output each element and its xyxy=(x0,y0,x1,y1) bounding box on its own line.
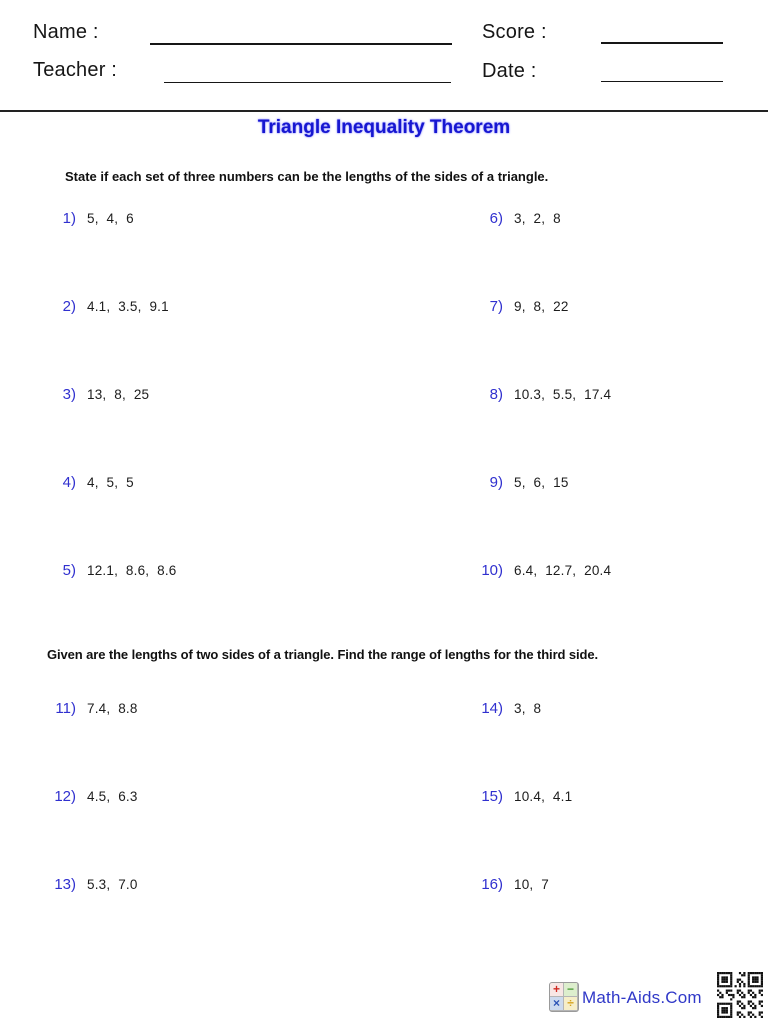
problem-values: 3, 8 xyxy=(514,701,542,716)
name-blank-line xyxy=(150,43,452,45)
problem-values: 13, 8, 25 xyxy=(87,387,150,402)
problem-values: 4.5, 6.3 xyxy=(87,789,138,804)
problem-number: 7) xyxy=(489,298,503,315)
problem-values: 10, 7 xyxy=(514,877,549,892)
section2-instruction: Given are the lengths of two sides of a triangle. Find the range of lengths for the third side. xyxy=(47,647,599,662)
problem-number: 2) xyxy=(62,298,76,315)
name-label: Name : xyxy=(33,21,99,43)
problem-values: 9, 8, 22 xyxy=(514,299,569,314)
problem-number: 4) xyxy=(62,474,76,491)
problem-number: 10) xyxy=(481,562,503,579)
problem-8 xyxy=(455,387,611,402)
problem-14 xyxy=(455,701,541,716)
problem-values: 7.4, 8.8 xyxy=(87,701,138,716)
date-label: Date : xyxy=(482,60,537,82)
problem-number: 9) xyxy=(489,474,503,491)
divide-icon: ÷ xyxy=(564,997,577,1010)
problem-number: 15) xyxy=(481,788,503,805)
problem-values: 6.4, 12.7, 20.4 xyxy=(514,563,612,578)
problem-number: 13) xyxy=(54,876,76,893)
problem-1 xyxy=(28,211,134,226)
problem-10 xyxy=(455,563,611,578)
problem-4 xyxy=(28,475,134,490)
brand-text: Math-Aids.Com xyxy=(582,988,702,1007)
problem-number: 8) xyxy=(489,386,503,403)
problem-number: 6) xyxy=(489,210,503,227)
problem-values: 3, 2, 8 xyxy=(514,211,561,226)
score-label: Score : xyxy=(482,21,547,43)
problem-values: 5, 6, 15 xyxy=(514,475,569,490)
teacher-blank-line xyxy=(164,82,451,83)
problem-values: 10.4, 4.1 xyxy=(514,789,573,804)
problem-number: 11) xyxy=(55,700,76,717)
problem-5 xyxy=(28,563,177,578)
minus-icon: − xyxy=(564,983,577,996)
problem-number: 1) xyxy=(62,210,76,227)
problem-number: 3) xyxy=(62,386,76,403)
problem-values: 12.1, 8.6, 8.6 xyxy=(87,563,177,578)
problem-values: 10.3, 5.5, 17.4 xyxy=(514,387,612,402)
problem-3 xyxy=(28,387,149,402)
header-divider xyxy=(0,110,768,112)
problem-number: 5) xyxy=(62,562,76,579)
problem-number: 14) xyxy=(481,700,503,717)
problem-values: 4.1, 3.5, 9.1 xyxy=(87,299,169,314)
page-title: Triangle Inequality Theorem xyxy=(257,117,511,138)
plus-icon: + xyxy=(550,983,563,996)
problem-9 xyxy=(455,475,569,490)
multiply-icon: × xyxy=(550,997,563,1010)
score-blank-line xyxy=(601,42,723,44)
date-blank-line xyxy=(601,81,723,82)
problem-12 xyxy=(28,789,138,804)
section1-instruction: State if each set of three numbers can be the lengths of the sides of a triangle. xyxy=(65,169,549,184)
problem-16 xyxy=(455,877,549,892)
problem-values: 5, 4, 6 xyxy=(87,211,134,226)
problem-11 xyxy=(28,701,138,716)
problem-values: 5.3, 7.0 xyxy=(87,877,138,892)
problem-15 xyxy=(455,789,572,804)
problem-7 xyxy=(455,299,569,314)
problem-13 xyxy=(28,877,138,892)
problem-number: 16) xyxy=(481,876,503,893)
teacher-label: Teacher : xyxy=(33,59,118,81)
problem-number: 12) xyxy=(54,788,76,805)
problem-values: 4, 5, 5 xyxy=(87,475,134,490)
qr-code-icon xyxy=(717,972,763,1018)
problem-2 xyxy=(28,299,169,314)
math-aids-logo-icon xyxy=(549,982,579,1012)
problem-6 xyxy=(455,211,561,226)
